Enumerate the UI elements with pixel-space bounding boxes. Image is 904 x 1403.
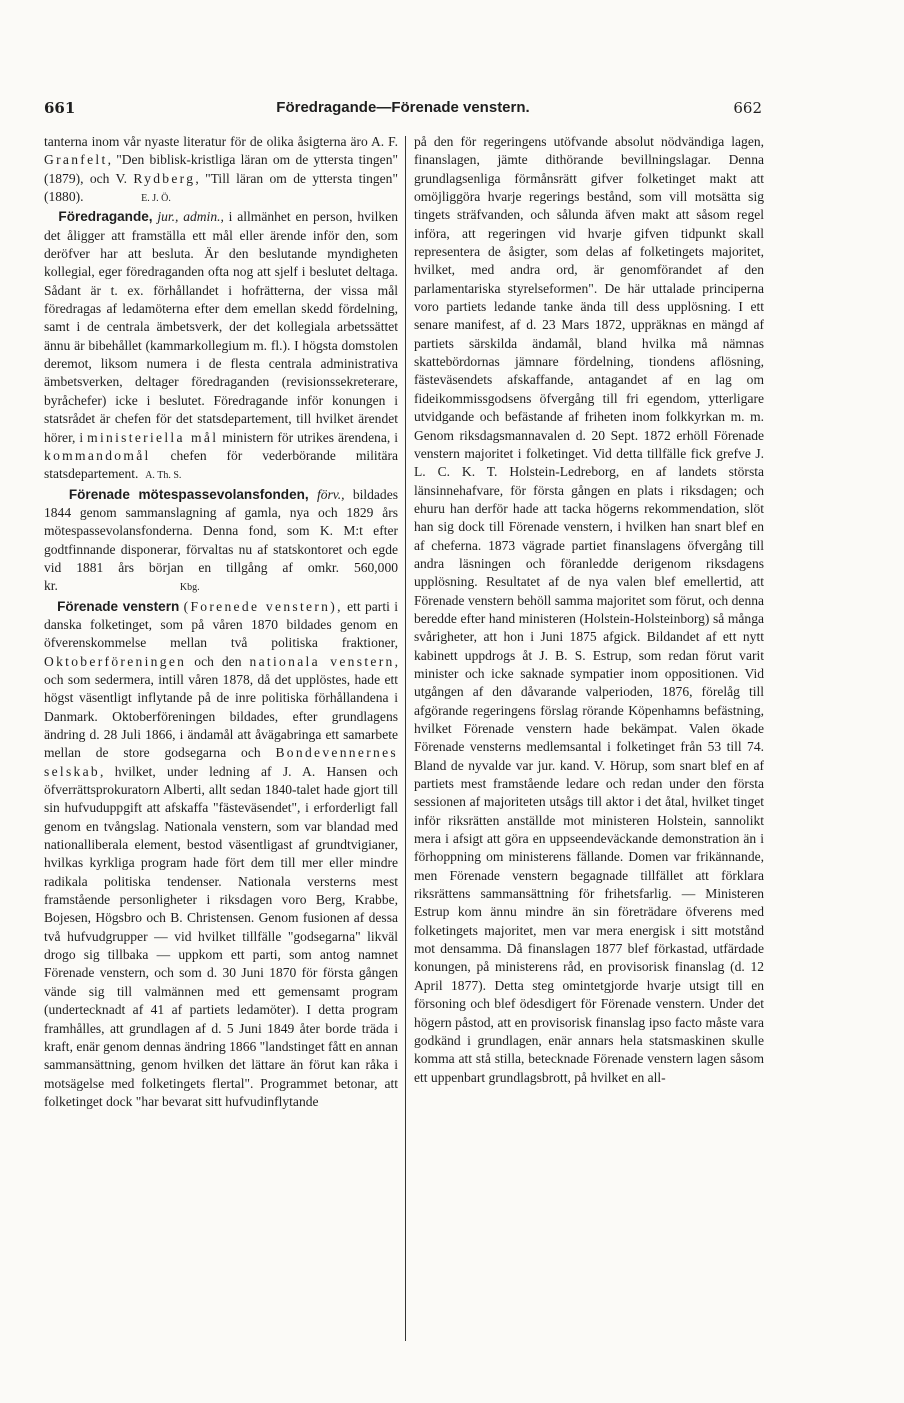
spaced-term: ministeriella mål <box>87 429 219 445</box>
author-signature: A. Th. S. <box>145 470 182 482</box>
column-divider <box>405 136 406 1341</box>
text-run: , "Den biblisk-kristliga läran om de yttersta tingen" (1879), och V. <box>44 152 398 186</box>
author-signature: Kbg. <box>179 582 200 594</box>
spaced-term: Bondevennernes selskab <box>44 745 398 779</box>
text-run: ett parti i danska folketinget, som på våren 1870 bildades genom en öfverenskommelse mellan två politiska fraktioner, <box>44 598 398 651</box>
spaced-term: nationala venstern <box>249 653 395 669</box>
entry-headword: Föredragande, <box>58 209 153 225</box>
entry-motespassevolansfonden <box>44 486 398 598</box>
entry-abbreviation: förv., <box>316 486 345 502</box>
author-name: Rydberg <box>133 170 196 186</box>
running-title: Föredragande—Förenade venstern. <box>276 99 530 116</box>
left-column <box>44 133 398 1403</box>
running-header <box>44 98 762 120</box>
entry-headword: Förenade mötespassevolansfonden, <box>68 486 309 502</box>
right-column <box>414 133 764 1403</box>
paragraph-continuation: på den för regeringens utöfvande absolut nödvändiga lagen, finanslagen, jämte dithörande bevillningslagar. Denna grundlagsenliga förmånsrätt gifver folketinget makt att omöjliggöra hvarje regerings bestånd, som vill motsätta sig tingets sträfvanden, och sålunda äfven makt att såsom regel införa, att regeringen vid hvarje gifven tidpunkt skall representera de åsigter, som delas af folketingets majoritet, hvilket, med andra ord, är genomförandet af den parlamentariska styrelseformen". De här uttalade principerna voro partiets ledande tanke ända till dess upplösning. I ett senare manifest, af d. 23 Mars 1872, uppräknas en mängd af partiets särskilda ändamål, bland hvilka må nämnas skattebördornas jämnare fördelning, tiondens aflösning, fästeväsendets afskaffande, antagandet af en lag om fideikommissgodsens öfvergång till fri egendom, ytterligare utvidgande och befästande af friheten inom folkkyrkan m. m. Genom riksdagsmannavalen d. 20 Sept. 1872 erhöll Förenade venstern majoritet i folketinget. Vid detta tillfälle fick grefve J. L. C. K. T. Holstein-Ledreborg, en af landets största länsinnehafvare, för första gången en plats i riksdagen; och ehuru han derför hade att tacka högerns rekommendation, slöt han sig dock till Förenade venstern, i hvilken han snart blef en af cheferna. 1873 vägrade partiet finanslagens öfvergång till andra läsningen och föranledde derigenom riksdagens upplösning. Resultatet af de nya valen blef emellertid, att Förenade venstern behöll samma majoritet som förut, och denna beredde efter hand ministeren (Holstein-Holsteinborg) så många svårigheter, att hon i Juni 1875 afgick. Bildandet af ett nytt kabinett uppdrogs åt J. B. S. Estrup, som redan förut varit minister och icke saknade sympatier inom oppositionen. Vid utgången af den dåvarande valperioden, 1876, förelåg till afgörande regeringens förslag rörande Köpenhamns befästning, hvilket Förenade venstern hade bekämpat. Valen ökade Förenade vensterns medlemsantal i folketinget från 53 till 74. Bland de nyvalde var jur. kand. V. Hörup, som snart blef en af partiets mest framstående ledare och redan under den första sessionen af majoriteten utsågs till aktor i det åtal, hvilket tinget inför riksrätten anställde mot ministeren Holstein, sannolikt mera i afsigt att göra en uppseendeväckande demonstration än i förhoppning om ministerens fällande. Domen var frikännande, men Förenade venstern begagnade tillfället att förklara riksrättens sammansättning för frihetsfarlig. — Ministeren Estrup kom ännu mindre än sin företrädare öfverens med folketingets majoritet, men var mera energisk i sitt motstånd mot densamma. Då finanslagen 1877 blef förkastad, utfärdade konungen, på ministerens råd, en provisorisk finanslag (d. 12 April 1877). Detta steg omintetgjorde hvarje utsigt till en försoning och blef ödesdigert för Förenade venstern. Under det högern påstod, att en provisorisk finanslag ipso facto måste vara godkänd i grundlagen, enär annars hela statsmaskinen skulle komma att stå stilla, betecknade Förenade venstern lagen såsom ett uppenbart grundlagsbrott, på hvilket en all- <box>414 134 764 1085</box>
page-number-left: 661 <box>44 99 76 117</box>
author-name: Granfelt <box>44 152 108 168</box>
text-run: tanterna inom vår nyaste literatur för de olika åsigterna äro A. F. <box>44 134 398 149</box>
text-run: chefen för vederbörande militära statsdepartement. <box>44 447 398 482</box>
spaced-term: kommandomål <box>44 447 151 463</box>
text-run: , "Till läran om de yttersta tingen" (1880). <box>44 170 398 205</box>
text-run: bildades 1844 genom sammanslagning af gamla, nya och 1829 års mötespassevolansfonderna. Denna fond, som K. M:t efter godtfinnande disponerar, förvaltas nu af statskontoret och egde vid 1881 års början en tillgång af omkr. 560,000 kr. <box>44 486 398 594</box>
entry-abbreviation: jur., admin., <box>157 209 224 225</box>
text-run: , och som sedermera, intill våren 1878, då det upplöstes, hade ett högst väsentligt inflytande på de inre politiska förhållandena i Danmark. Oktoberföreningen bildades, efter grundlagens ändring d. 28 Juli 1866, i ändamål att åvägabringa ett samarbete mellan de store godsegarna och <box>44 653 398 761</box>
text-run: , hvilket, under ledning af J. A. Hansen och öfverrättsprokuratorn Alberti, allt sedan 1840-talet hade gjort till sin hufvuduppgift att afskaffa "fästeväsendet", i erforderligt fall genom en tvångslag. Nationala venstern, som var blandad med nationalliberala element, bestod väsentligast af grundtvigianer, hvilkas kyrkliga program hade fört dem till mer eller mindre radikala politiska tendenser. Nationala versterns mest framstående personligheter i riksdagen voro Berg, Krabbe, Bojesen, Högsbro och B. Christensen. Genom fusionen af dessa två hufvudgrupper — vid hvilket tillfälle "godsegarna" likväl drogo sig tillbaka — uppkom ett parti, som antog namnet Förenade venstern, och som d. 30 Juni 1870 för första gången vände sig till valmännen med ett gemensamt program (undertecknadt af 41 af partiets ledamöter). I detta program framhålles, att grundlagen af d. 5 Juni 1849 åter borde träda i kraft, enär genom dennas ändring 1866 "landstinget fått en annan sammansättning, genom hvilken det lättare än förut kan råka i motsägelse med folketingets flertal". Programmet betonar, att folketinget dock "har bevarat sitt hufvudinflytande <box>44 763 398 1109</box>
spaced-term: Oktoberföreningen <box>44 653 187 669</box>
entry-forenade-venstern <box>44 598 398 1112</box>
entry-foredragande <box>44 208 398 485</box>
text-run: i allmänhet en person, hvilken det åligger att framställa ett mål eller ärende inför den, som deröfver har att besluta. Är den beslutande myndigheten kollegial, eger föredraganden ofta nog att sjelf i beslutet deltaga. Sådant är t. ex. förhållandet i hofrätterna, der vissa mål föredragas af ledamöterna efter dem emellan skedd fördelning, samt i de centrala ämbetsverk, der det kollegiala arbetssättet ännu är bibehållet (kammarkollegium m. fl.). I högsta domstolen deremot, liksom numera i de flesta centrala administrativa ämbetsverken, deltager föredraganden (revisionssekreterare, byråchefer) icke i beslutet. Föredragande inför konungen i statsrådet är chefen för det statsdepartement, till hvilket ärendet hörer, i <box>44 209 398 445</box>
text-run: ministern för utrikes ärendena, i <box>218 429 398 445</box>
danish-name: (Forenede venstern), <box>183 598 343 614</box>
text-run: och den <box>186 653 250 669</box>
author-signature: E. J. Ö. <box>141 193 171 205</box>
entry-headword: Förenade venstern <box>57 598 180 614</box>
paragraph-continuation <box>44 133 398 208</box>
page-number-right: 662 <box>733 99 762 117</box>
